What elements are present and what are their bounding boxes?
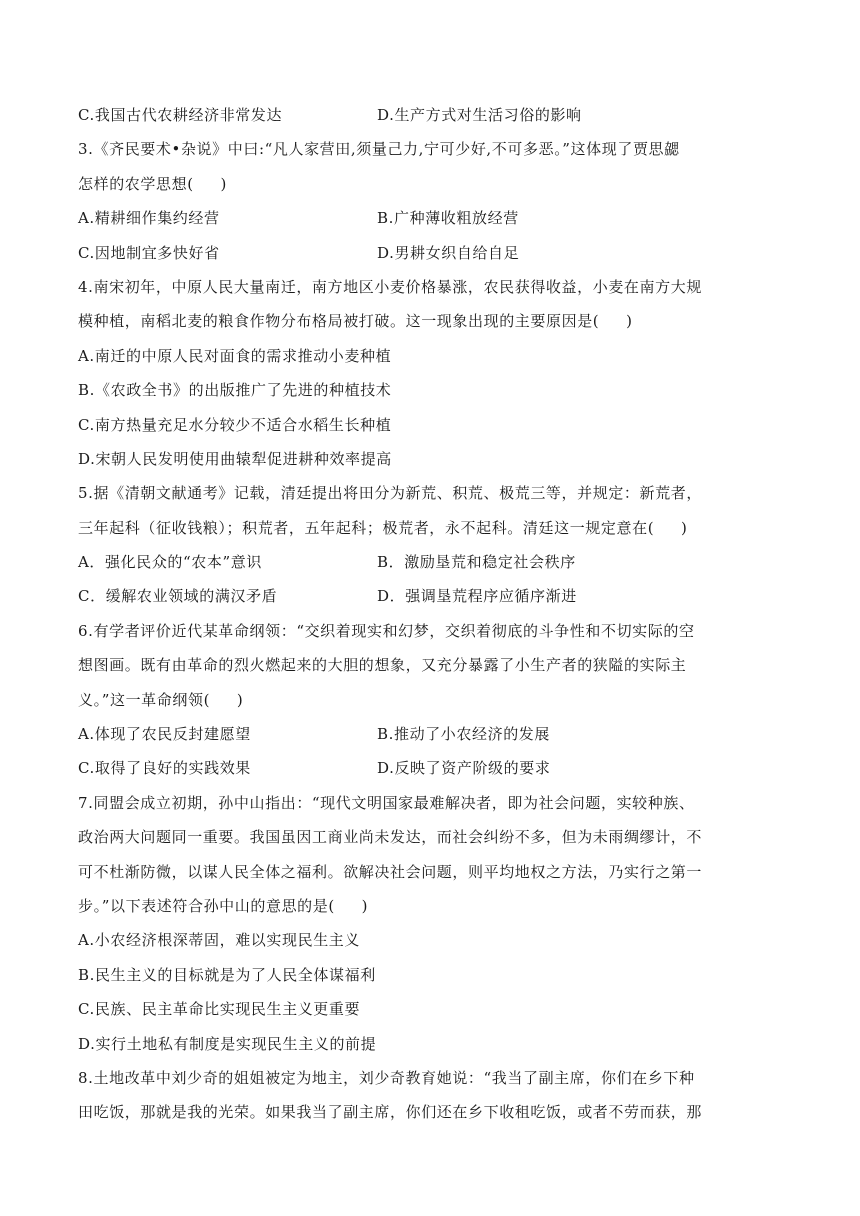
q4-option-b[interactable]: B.《农政全书》的出版推广了先进的种植技术	[78, 381, 392, 400]
q5-option-b[interactable]: B．激励垦荒和稳定社会秩序	[377, 553, 576, 572]
q7-option-d[interactable]: D.实行土地私有制度是实现民生主义的前提	[78, 1034, 377, 1053]
q3-option-a[interactable]: A.精耕细作集约经营	[78, 209, 220, 228]
q3-option-d[interactable]: D.男耕女织自给自足	[377, 243, 520, 262]
q7-stem-line-3: 可不杜渐防微，以谋人民全体之福利。欲解决社会问题，则平均地权之方法，乃实行之第一	[78, 862, 703, 881]
q2-options-row-cd	[78, 98, 798, 132]
q6-stem-line-2: 想图画。既有由革命的烈火燃起来的大胆的想象，又充分暴露了小生产者的狭隘的实际主	[78, 656, 687, 675]
q5-options-row-cd	[78, 579, 798, 613]
q3-stem-line-1: 3.《齐民要术•杂说》中曰:“凡人家营田,须量己力,宁可少好,不可多恶。”这体现了贾思勰	[78, 140, 680, 159]
q4-option-d[interactable]: D.宋朝人民发明使用曲辕犁促进耕种效率提高	[78, 449, 392, 468]
q7-option-a[interactable]: A.小农经济根深蒂固，难以实现民生主义	[78, 931, 361, 950]
q7-option-b[interactable]: B.民生主义的目标就是为了人民全体谋福利	[78, 965, 376, 984]
q5-stem-line-2: 三年起科（征收钱粮）；积荒者，五年起科；极荒者，永不起科。清廷这一规定意在( )	[78, 518, 688, 537]
q7-stem-line-2: 政治两大问题同一重要。我国虽因工商业尚未发达，而社会纠纷不多，但为未雨绸缪计，不	[78, 828, 703, 847]
q4-option-a[interactable]: A.南迁的中原人民对面食的需求推动小麦种植	[78, 346, 392, 365]
q3-option-b[interactable]: B.广种薄收粗放经营	[377, 209, 519, 228]
q7-stem-line-1: 7.同盟会成立初期，孙中山指出：“现代文明国家最难解决者，即为社会问题，实较种族、	[78, 793, 695, 812]
q4-stem-line-1: 4.南宋初年，中原人民大量南迁，南方地区小麦价格暴涨，农民获得收益，小麦在南方大规	[78, 277, 702, 296]
q3-stem-line-2: 怎样的农学思想( )	[78, 174, 227, 193]
q5-option-a[interactable]: A．强化民众的“农本”意识	[78, 553, 262, 572]
q6-options-row-cd	[78, 751, 798, 785]
q7-stem-line-4: 步。”以下表述符合孙中山的意思的是( )	[78, 896, 369, 915]
q3-option-c[interactable]: C.因地制宜多快好省	[78, 243, 220, 262]
q6-option-d[interactable]: D.反映了资产阶级的要求	[377, 759, 551, 778]
q3-options-row-ab	[78, 201, 798, 235]
q4-option-c[interactable]: C.南方热量充足水分较少不适合水稻生长种植	[78, 415, 392, 434]
q7-option-c[interactable]: C.民族、民主革命比实现民生主义更重要	[78, 1000, 361, 1019]
q2-option-d[interactable]: D.生产方式对生活习俗的影响	[377, 106, 582, 124]
q5-options-row-ab	[78, 545, 798, 579]
q6-option-c[interactable]: C.取得了良好的实践效果	[78, 759, 251, 778]
exam-page	[78, 98, 798, 1130]
q2-option-c[interactable]: C.我国古代农耕经济非常发达	[78, 106, 283, 124]
q6-stem-line-3: 义。”这一革命纲领( )	[78, 690, 244, 709]
q8-stem-line-2: 田吃饭，那就是我的光荣。如果我当了副主席，你们还在乡下收租吃饭，或者不劳而获，那	[78, 1103, 703, 1122]
q6-stem-line-1: 6.有学者评价近代某革命纲领：“交织着现实和幻梦，交织着彻底的斗争性和不切实际的空	[78, 621, 695, 640]
q8-stem-line-1: 8.土地改革中刘少奇的姐姐被定为地主，刘少奇教育她说：“我当了副主席，你们在乡下种	[78, 1068, 695, 1087]
q6-options-row-ab	[78, 717, 798, 751]
q5-option-d[interactable]: D．强调垦荒程序应循序渐进	[377, 587, 577, 606]
q5-option-c[interactable]: C．缓解农业领域的满汉矛盾	[78, 587, 278, 606]
q6-option-b[interactable]: B.推动了小农经济的发展	[377, 725, 550, 744]
q3-options-row-cd	[78, 236, 798, 270]
q6-option-a[interactable]: A.体现了农民反封建愿望	[78, 725, 251, 744]
q4-stem-line-2: 模种植，南稻北麦的粮食作物分布格局被打破。这一现象出现的主要原因是( )	[78, 312, 633, 331]
q5-stem-line-1: 5.据《清朝文献通考》记载，清廷提出将田分为新荒、积荒、极荒三等，并规定：新荒者，	[78, 484, 702, 503]
